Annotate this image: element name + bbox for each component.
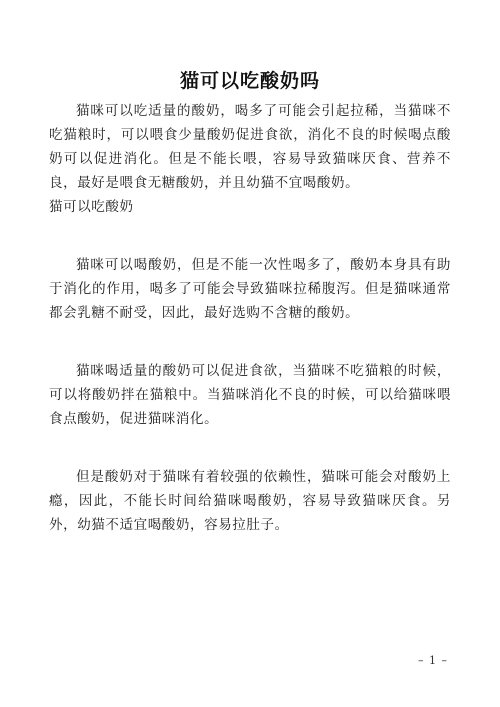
paragraph-two: 猫咪可以喝酸奶，但是不能一次性喝多了，酸奶本身具有助于消化的作用，喝多了可能会导致猫咪拉稀腹泻。但是猫咪通常都会乳糖不耐受，因此，最好选购不含糖的酸奶。 <box>49 257 451 321</box>
page-title: 猫可以吃酸奶吗 <box>179 70 320 92</box>
paragraph-three: 猫咪喝适量的酸奶可以促进食欲，当猫咪不吃猫粮的时候，可以将酸奶拌在猫粮中。当猫咪消化不良的时候，可以给猫咪喂食点酸奶，促进猫咪消化。 <box>49 363 451 427</box>
page-number: – 1 – <box>418 654 448 667</box>
section-subheading: 猫可以吃酸奶 <box>49 199 134 215</box>
paragraph-four: 但是酸奶对于猫咪有着较强的依赖性，猫咪可能会对酸奶上瘾，因此，不能长时间给猫咪喝酸奶，容易导致猫咪厌食。另外，幼猫不适宜喝酸奶，容易拉肚子。 <box>49 469 451 533</box>
paragraph-intro: 猫咪可以吃适量的酸奶，喝多了可能会引起拉稀，当猫咪不吃猫粮时，可以喂食少量酸奶促进食欲，消化不良的时候喝点酸奶可以促进消化。但是不能长喂，容易导致猫咪厌食、营养不良，最好是喂食无糖酸奶，并且幼猫不宜喝酸奶。 <box>49 103 451 191</box>
document-body <box>49 99 451 537</box>
